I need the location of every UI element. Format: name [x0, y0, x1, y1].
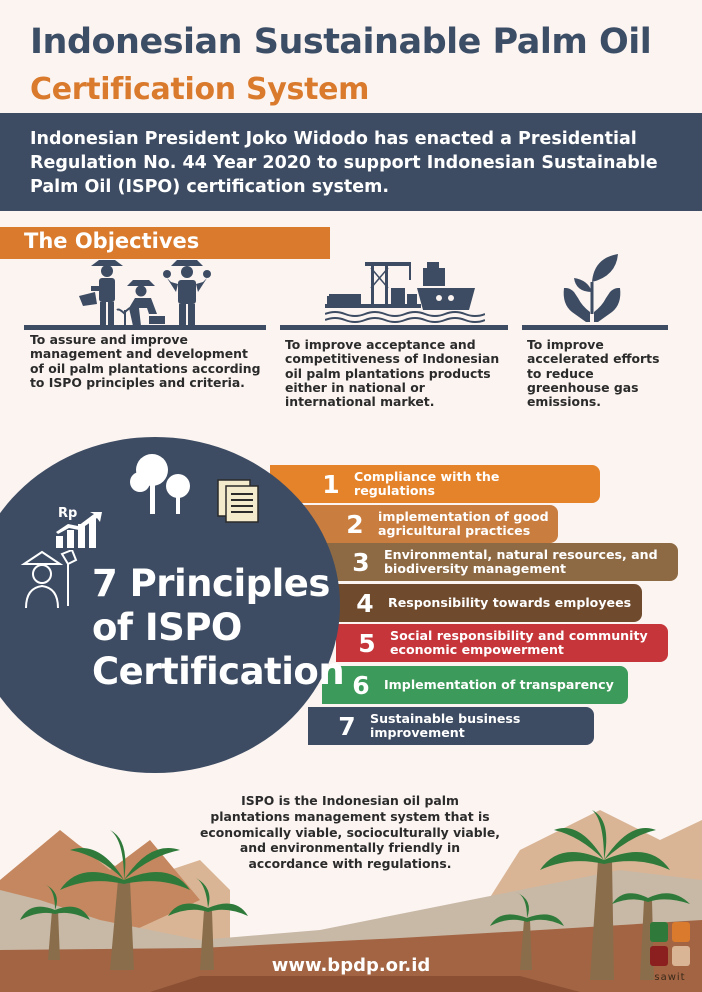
principles-title-line3: Certification	[92, 650, 345, 693]
principle-1-label: Compliance with the regulations	[354, 469, 500, 498]
objective-3-divider	[522, 325, 668, 330]
trees-icon	[128, 452, 198, 516]
logo-label: sawit	[654, 972, 686, 983]
principle-2-label: implementation of good agricultural practices	[378, 509, 549, 538]
objective-1-text: To assure and improve management and development of oil palm plantations according to ISPO principles and criteria.	[30, 332, 261, 390]
principle-4-label: Responsibility towards employees	[388, 595, 632, 610]
page-subtitle: Certification System	[30, 72, 370, 107]
principle-1	[270, 465, 600, 503]
documents-icon	[216, 478, 262, 524]
principle-5	[336, 624, 668, 662]
intro-banner	[0, 113, 702, 211]
sawit-logo-icon	[648, 920, 692, 968]
principle-3-number: 3	[352, 547, 370, 577]
principle-4	[328, 584, 642, 622]
objectives-heading: The Objectives	[0, 227, 330, 259]
principle-6	[322, 666, 628, 704]
summary-text: ISPO is the Indonesian oil palm plantations management system that is economically viable, socioculturally viable, and environmentally friendly in accordance with regulations.	[200, 793, 500, 872]
principle-4-number: 4	[356, 588, 374, 618]
principle-5-number: 5	[358, 628, 376, 658]
intro-text: Indonesian President Joko Widodo has enacted a Presidential Regulation No. 44 Year 2020 to support Indonesian Sustainable Palm Oil (ISPO) certification system.	[30, 129, 658, 197]
port-ship-icon	[325, 258, 485, 326]
principle-5-label: Social responsibility and community economic empowerment	[390, 628, 648, 657]
principle-2	[290, 505, 558, 543]
page-title: Indonesian Sustainable Palm Oil	[30, 22, 652, 62]
principles-title-line1: 7 Principles	[92, 562, 330, 605]
objective-2-divider	[280, 325, 508, 330]
principle-7	[308, 707, 594, 745]
growth-chart-icon	[54, 512, 104, 548]
objective-2-text: To improve acceptance and competitiveness of Indonesian oil palm plantations products either in national or international market.	[285, 337, 500, 410]
website-link[interactable]: www.bpdp.or.id	[271, 955, 431, 976]
principles-title	[92, 562, 344, 694]
hands-plant-icon	[560, 252, 624, 324]
principle-3-label: Environmental, natural resources, and biodiversity management	[384, 547, 658, 576]
farmers-icon	[75, 252, 220, 328]
principles-title-line2: of ISPO	[92, 606, 242, 649]
objective-3-text: To improve accelerated efforts to reduce greenhouse gas emissions.	[527, 337, 660, 410]
principle-1-number: 1	[322, 469, 340, 499]
principle-6-number: 6	[352, 670, 370, 700]
principle-2-number: 2	[346, 509, 364, 539]
principle-7-label: Sustainable business improvement	[370, 711, 521, 740]
objective-1-divider	[24, 325, 266, 330]
principle-3	[312, 543, 678, 581]
farmer-icon	[18, 550, 82, 610]
principle-6-label: Implementation of transparency	[384, 677, 614, 692]
principle-7-number: 7	[338, 711, 356, 741]
currency-label: Rp	[58, 506, 78, 521]
